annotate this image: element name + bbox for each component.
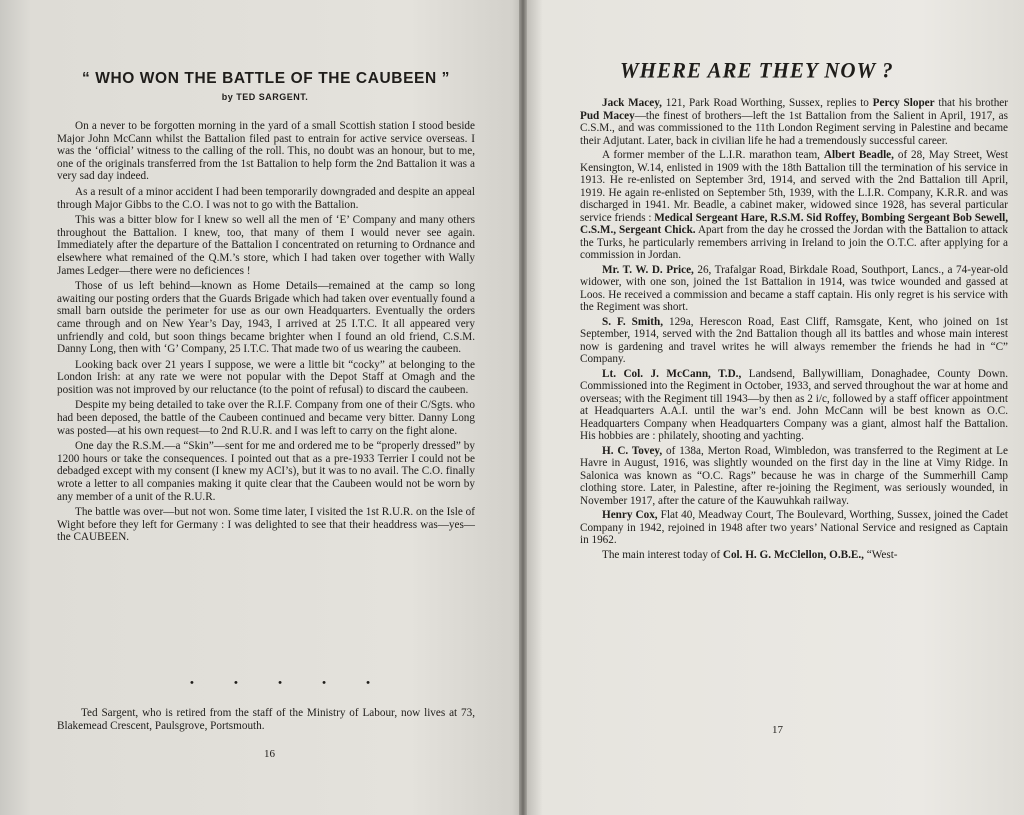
separator-dot: • — [278, 677, 282, 689]
paragraph: One day the R.S.M.—a “Skin”—sent for me and ordered me to be “properly dressed” by 1200 hours or take the consequences. I pointed out that as a pre-1933 Terrier I could not be debadged except with my consent (I knew my ACI’s), but it was to no avail. The C.O. finally wrote a letter to all companies making it quite clear that the Caubeen would not be worn by any member of a unit of the R.U.R. — [57, 440, 475, 503]
article-title: “ WHO WON THE BATTLE OF THE CAUBEEN ” — [81, 70, 451, 87]
article-body — [57, 120, 475, 547]
entry-name: H. C. Tovey, — [602, 444, 663, 457]
entries-body — [580, 97, 1008, 563]
entry-text: The main interest today of — [602, 548, 723, 561]
article-byline: by TED SARGENT. — [221, 92, 309, 102]
entry-name: Pud Macey — [580, 109, 635, 122]
entry-text: Landsend, Ballywilliam, Donaghadee, County Down. Commissioned into the Regiment in October, 1933, and served throughout the war at home and overseas; with the Regiment till 1943—by then as 2 i/c, followed by a staff officer appointment at Headquarters A.A.I. until the war’s end. John McCann will be best known as O.C. Headquarters Company when Headquarters Company was a giant, almost half the Battalion. His hobbies are : philately, shooting and yachting. — [580, 367, 1008, 442]
entry-name: Col. H. G. McClellon, O.B.E., — [722, 548, 864, 561]
entry-name: Jack Macey, — [602, 97, 662, 109]
paragraph: As a result of a minor accident I had been temporarily downgraded and despite an appeal through Major Gibbs to the C.O. I was not to go with the Battalion. — [57, 185, 475, 211]
right-page — [528, 0, 1024, 815]
entry — [580, 149, 1008, 262]
separator-dot: • — [366, 677, 370, 689]
entry — [580, 368, 1008, 443]
entry — [580, 264, 1008, 314]
entry-text: “West- — [863, 548, 898, 561]
entry-name: Albert Beadle, — [823, 149, 894, 161]
separator-dot: • — [322, 677, 326, 689]
entry-text: Flat 40, Meadway Court, The Boulevard, Worthing, Sussex, joined the Cadet Company in 1942, rejoined in 1948 after two years’ National Service and resigned as Captain in 1962. — [580, 509, 1008, 546]
section-separator — [190, 677, 370, 689]
entry-text: that his brother — [934, 97, 1008, 109]
entry-text: —the finest of brothers—left the 1st Battalion from the Salient in April, 1917, as C.S.M., and was commissioned to the 11th London Regiment serving in Palestine and became their Adjutant. Later, back in civilian life he had a tremendously successful career. — [580, 109, 1008, 147]
entry — [580, 549, 1008, 562]
author-note — [57, 707, 475, 732]
entry-text: 129a, Herescon Road, East Cliff, Ramsgate, Kent, who joined on 1st September, 1914, served with the 2nd Battalion though all its battles and whose main interest now is gardening and travel writes he will always remember the friends he had in “C” Company. — [580, 315, 1008, 365]
entry-name: S. F. Smith, — [602, 315, 663, 328]
page-number-left: 16 — [264, 748, 275, 760]
entry — [580, 97, 1008, 147]
entry-text: of 138a, Merton Road, Wimbledon, was transferred to the Regiment at Le Havre in August, 1916, was slightly wounded on the first day in the line at Vimy Ridge. In Salonica was known as “O.C. Rags” because he was in charge of the Summerhill Camp clothing store. Later, in Palestine, after re-joining the Regiment, was seriously wounded, in November 1917, after the cature of the Kauwuhkah railway. — [580, 444, 1008, 507]
entry-text: of 28, May Street, West Kensington, W.14, enlisted in 1909 with the 18th Battalion till the termination of his service in 1913. He re-enlisted on September 3rd, 1914, and served with the 2nd Battalion till April, 1919. He again re-enlisted on September 5th, 1939, with the L.I.R. Company, K.R.R. and was discharged in 1941. Mr. Beadle, a cabinet maker, widowed since 1928, has several particular service friends : — [580, 149, 1008, 224]
paragraph: Those of us left behind—known as Home Details—remained at the camp so long awaiting our posting orders that the Guards Brigade which had taken over eventually found a small barn outside the perimeter for use as our own Headquarters. Eventually the orders came through and on New Year’s Day, 1943, I arrived at 25 I.T.C. It all appeared very unfriendly and cold, but soon things became brighter when I found an old friend, C.S.M. Danny Long, then with ‘G’ Company, 25 I.T.C. That made two of us wearing the caubeen. — [57, 280, 475, 356]
entry — [580, 509, 1008, 547]
entry-name: Medical Sergeant Hare, R.S.M. Sid Roffey, Bombing Sergeant Bob Sewell, C.S.M., Sergeant Chick. — [580, 211, 1008, 236]
entry-name: Lt. Col. J. McCann, T.D., — [602, 367, 742, 380]
separator-dot: • — [190, 677, 194, 689]
paragraph: Looking back over 21 years I suppose, we were a little bit “cocky” at belonging to the London Irish: at any rate we were not popular with the Depot Staff at Omagh and the position was not improved by our reluctance (to the point of refusal) to discard the caubeen. — [57, 358, 475, 396]
entry-text: 121, Park Road Worthing, Sussex, replies to — [661, 97, 873, 109]
paragraph: On a never to be forgotten morning in the yard of a small Scottish station I stood beside Major John McCann whilst the Battalion filed past to entrain for active service overseas. I was the ‘official’ witness to the calling of the roll. This, no doubt was an honour, but to me, one of the originals transferred from the 1st Battalion to help form the 2nd Battalion it was a very sad day indeed. — [57, 120, 475, 183]
paragraph: This was a bitter blow for I knew so well all the men of ‘E’ Company and many others throughout the Battalion. I knew, too, that many of them I would never see again. Immediately after the departure of the Battalion I concentrated on returning to Ordnance and elsewhere what remained of the Q.M.’s store, which I had taken over together with Wally James Ledger—there were no deficiences ! — [57, 214, 475, 277]
separator-dot: • — [234, 677, 238, 689]
entry-name: Henry Cox, — [602, 509, 658, 521]
entry-name: Mr. T. W. D. Price, — [602, 263, 694, 276]
book-gutter — [519, 0, 527, 815]
entry-name: Percy Sloper — [872, 97, 935, 109]
paragraph: Despite my being detailed to take over the R.I.F. Company from one of their C/Sgts. who had been deposed, the battle of the Caubeen continued and became very bitter. Danny Long was posted—at his own request—to 2nd R.U.R. and I was left to carry on the fight alone. — [57, 399, 475, 437]
entry-text: 26, Trafalgar Road, Birkdale Road, Southport, Lancs., a 74-year-old widower, with one son, joined the 1st Battalion in 1914, was twice wounded and gassed at Loos. He received a commission and became a staff captain. His only regret is his service with the Regiment was short. — [580, 263, 1008, 313]
entry — [580, 445, 1008, 508]
entry-text: A former member of the L.I.R. marathon team, — [602, 149, 824, 161]
page-number-right: 17 — [772, 724, 783, 736]
entry-text: Apart from the day he crossed the Jordan with the Battalion to attack the Turks, he particularly remembers arriving in Ireland to join the O.T.C. after applying for a commission in Jordan. — [580, 224, 1008, 261]
section-title: WHERE ARE THEY NOW ? — [620, 57, 894, 83]
author-note-text: Ted Sargent, who is retired from the staff of the Ministry of Labour, now lives at 73, Blakemead Crescent, Paulsgrove, Portsmouth. — [57, 707, 475, 732]
entry — [580, 316, 1008, 366]
paragraph: The battle was over—but not won. Some time later, I visited the 1st R.U.R. on the Isle of Wight before they left for Germany : I was delighted to see that their headdress was—yes—the CAUBEEN. — [57, 506, 475, 544]
